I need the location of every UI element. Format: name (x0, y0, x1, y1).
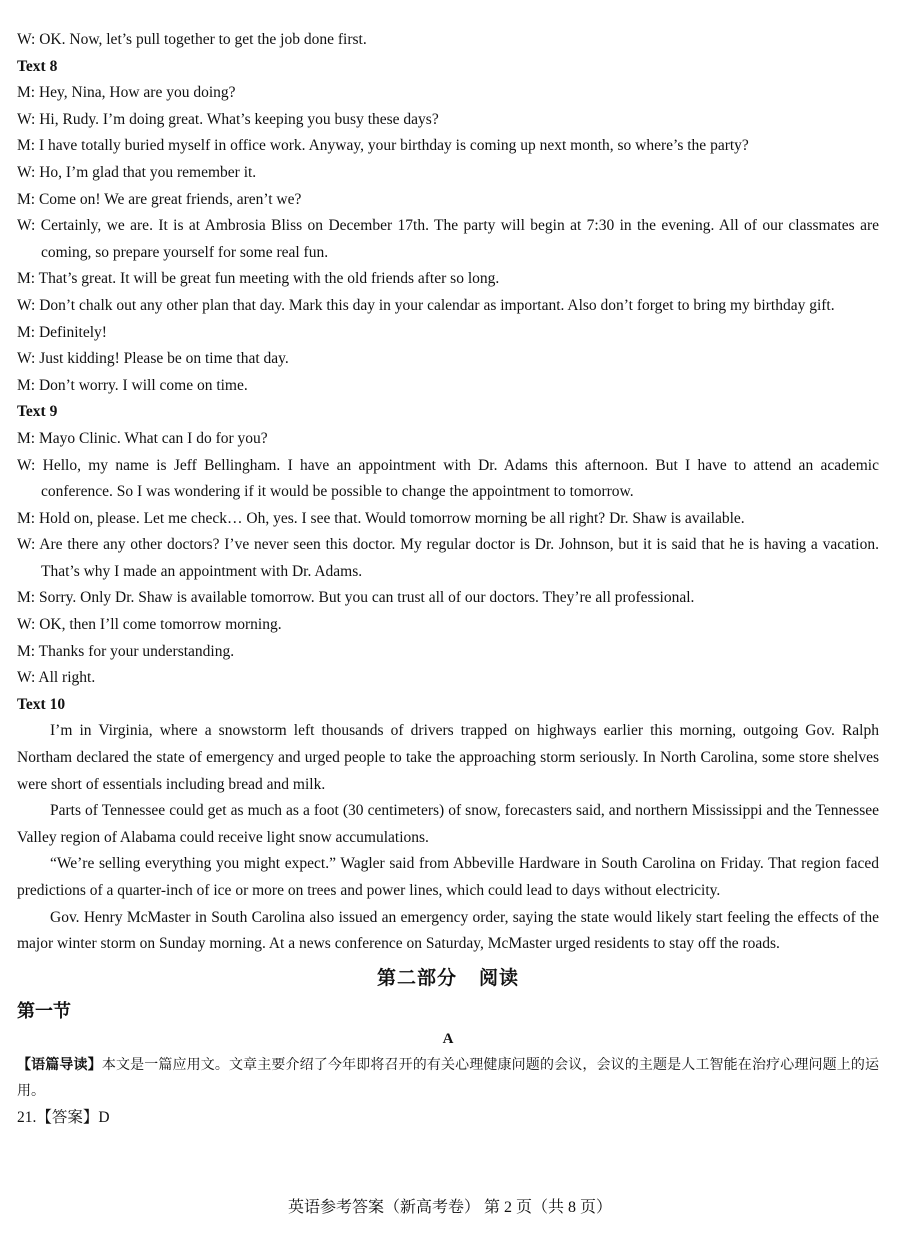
dialogue-line: M: Definitely! (17, 323, 107, 341)
answer-line: 21.【答案】D (17, 1108, 110, 1126)
text-heading: Text 9 (17, 403, 58, 421)
dialogue-line: W: Don’t chalk out any other plan that day. Mark this day in your calendar as important. Also don’t forget to bring my birthday gift. (17, 296, 835, 314)
passage-letter: A (442, 1030, 454, 1047)
text-heading: Text 10 (17, 695, 66, 713)
section-title: 第一节 (17, 1000, 71, 1021)
reading-guide (17, 1052, 879, 1104)
dialogue-line: M: That’s great. It will be great fun meeting with the old friends after so long. (17, 270, 500, 288)
part-title-left: 第二部分 (376, 967, 457, 989)
paragraph: Gov. Henry McMaster in South Carolina also issued an emergency order, saying the state would likely start feeling the effects of the major winter storm on Sunday morning. At a news conference on Saturday, McMaster urged residents to stay off the roads. (17, 908, 879, 953)
dialogue-line: W: OK, then I’ll come tomorrow morning. (17, 616, 282, 634)
dialogue-line: W: Just kidding! Please be on time that day. (17, 350, 289, 368)
guide-tag: 【语篇导读】 (17, 1056, 102, 1073)
dialogue-line: W: OK. Now, let’s pull together to get the job done first. (17, 31, 367, 48)
part-title (17, 962, 879, 996)
paragraph: “We’re selling everything you might expect.” Wagler said from Abbeville Hardware in South Carolina on Friday. That region faced predictions of a quarter-inch of ice or more on trees and power lines, which could lead to days without electricity. (17, 855, 879, 899)
dialogue-line: M: Sorry. Only Dr. Shaw is available tomorrow. But you can trust all of our doctors. They’re all professional. (17, 589, 695, 607)
paragraph: I’m in Virginia, where a snowstorm left thousands of drivers trapped on highways earlier this morning, outgoing Gov. Ralph Northam declared the state of emergency and urged people to take the approaching storm seriously. In North Carolina, some store shelves were short of essentials including bread and milk. (17, 722, 879, 793)
transcript-body (17, 27, 879, 958)
dialogue-line: M: I have totally buried myself in office work. Anyway, your birthday is coming up next month, so where’s the party? (17, 137, 749, 155)
part-title-right: 阅读 (479, 967, 520, 989)
dialogue-line: M: Hold on, please. Let me check… Oh, yes. I see that. Would tomorrow morning be all right? Dr. Shaw is available. (17, 509, 745, 527)
dialogue-line: W: Hello, my name is Jeff Bellingham. I have an appointment with Dr. Adams this afternoon. But I have to attend an academic conference. So I was wondering if it would be possible to change the appointment to tomorrow. (17, 456, 879, 501)
text-heading: Text 8 (17, 57, 58, 75)
page-footer: 英语参考答案（新高考卷） 第 2 页（共 8 页） (287, 1199, 612, 1216)
guide-text: 本文是一篇应用文。文章主要介绍了今年即将召开的有关心理健康问题的会议，会议的主题是人工智能在治疗心理问题上的运用。 (17, 1056, 880, 1099)
document-page (17, 27, 879, 1132)
dialogue-line: W: Hi, Rudy. I’m doing great. What’s keeping you busy these days? (17, 110, 439, 128)
dialogue-line: M: Mayo Clinic. What can I do for you? (17, 429, 268, 447)
dialogue-line: M: Hey, Nina, How are you doing? (17, 84, 236, 102)
dialogue-line: W: All right. (17, 669, 96, 687)
dialogue-line: W: Ho, I’m glad that you remember it. (17, 163, 257, 181)
dialogue-line: M: Come on! We are great friends, aren’t we? (17, 190, 302, 208)
dialogue-line: M: Thanks for your understanding. (17, 642, 235, 660)
dialogue-line: M: Don’t worry. I will come on time. (17, 376, 248, 394)
dialogue-line: W: Are there any other doctors? I’ve never seen this doctor. My regular doctor is Dr. Johnson, but it is said that he is having a vacation. That’s why I made an appointment with Dr. Adams. (17, 536, 879, 580)
dialogue-line: W: Certainly, we are. It is at Ambrosia Bliss on December 17th. The party will begin at 7:30 in the evening. All of our classmates are coming, so prepare yourself for some real fun. (17, 217, 879, 261)
paragraph: Parts of Tennessee could get as much as a foot (30 centimeters) of snow, forecasters said, and northern Mississippi and the Tennessee Valley region of Alabama could receive light snow accumulations. (17, 802, 879, 846)
